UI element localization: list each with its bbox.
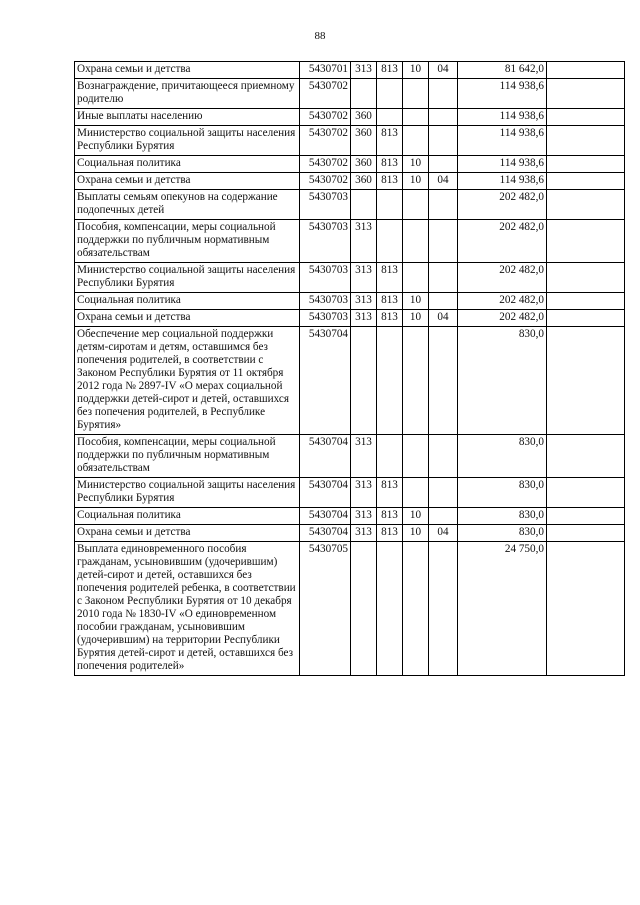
row-rz-code: 10 bbox=[403, 173, 429, 190]
row-empty-cell bbox=[547, 542, 625, 676]
table-row bbox=[75, 525, 625, 542]
row-rz-code bbox=[403, 327, 429, 435]
row-csr-code: 5430702 bbox=[300, 126, 351, 156]
page-number: 88 bbox=[314, 30, 326, 42]
row-name: Иные выплаты населению bbox=[75, 109, 300, 126]
row-name: Обеспечение мер социальной поддержки детям-сиротам и детям, оставшимся без попечения родителей, в соответствии с Законом Республики Бурятия от 11 октября 2012 года № 2897-IV «О мерах социальной поддержки детей-сирот и детей, оставшихся без попечения родителей, в Республике Бурятия» bbox=[75, 327, 300, 435]
row-vr-code bbox=[351, 190, 377, 220]
row-csr-code: 5430702 bbox=[300, 156, 351, 173]
row-rz-code: 10 bbox=[403, 62, 429, 79]
row-empty-cell bbox=[547, 220, 625, 263]
row-csr-code: 5430703 bbox=[300, 310, 351, 327]
row-rz-code bbox=[403, 542, 429, 676]
row-pr-code bbox=[429, 220, 458, 263]
row-name: Выплата единовременного пособия гражданам, усыновившим (удочерившим) детей-сирот и детей, оставшихся без попечения родителей ребенка, в соответствии с Законом Республики Бурятия от 10 декабря 2010 года № 1830-IV «О единовременном пособии гражданам, усыновившим (удочерившим) на территории Республики Бурятия детей-сирот и детей, оставшихся без попечения родителей» bbox=[75, 542, 300, 676]
row-csr-code: 5430703 bbox=[300, 263, 351, 293]
row-rz-code: 10 bbox=[403, 156, 429, 173]
table-body bbox=[75, 62, 625, 676]
row-empty-cell bbox=[547, 310, 625, 327]
row-pr-code bbox=[429, 293, 458, 310]
row-empty-cell bbox=[547, 525, 625, 542]
row-sum: 114 938,6 bbox=[458, 156, 547, 173]
table-row bbox=[75, 508, 625, 525]
row-name: Вознаграждение, причитающееся приемному родителю bbox=[75, 79, 300, 109]
row-empty-cell bbox=[547, 79, 625, 109]
row-pr-code: 04 bbox=[429, 173, 458, 190]
table-row bbox=[75, 327, 625, 435]
row-name: Охрана семьи и детства bbox=[75, 173, 300, 190]
row-csr-code: 5430704 bbox=[300, 327, 351, 435]
row-vr-code: 313 bbox=[351, 435, 377, 478]
row-sum: 114 938,6 bbox=[458, 173, 547, 190]
row-csr-code: 5430704 bbox=[300, 478, 351, 508]
row-pr-code: 04 bbox=[429, 310, 458, 327]
row-name: Охрана семьи и детства bbox=[75, 310, 300, 327]
row-csr-code: 5430703 bbox=[300, 190, 351, 220]
row-grbs-code: 813 bbox=[377, 310, 403, 327]
row-sum: 24 750,0 bbox=[458, 542, 547, 676]
row-name: Охрана семьи и детства bbox=[75, 62, 300, 79]
row-grbs-code bbox=[377, 327, 403, 435]
row-rz-code bbox=[403, 126, 429, 156]
row-name: Министерство социальной защиты населения Республики Бурятия bbox=[75, 263, 300, 293]
row-pr-code bbox=[429, 435, 458, 478]
row-csr-code: 5430702 bbox=[300, 79, 351, 109]
row-vr-code: 360 bbox=[351, 173, 377, 190]
row-sum: 202 482,0 bbox=[458, 263, 547, 293]
row-vr-code: 313 bbox=[351, 62, 377, 79]
row-pr-code bbox=[429, 263, 458, 293]
row-vr-code: 313 bbox=[351, 508, 377, 525]
row-empty-cell bbox=[547, 190, 625, 220]
row-sum: 114 938,6 bbox=[458, 79, 547, 109]
row-grbs-code: 813 bbox=[377, 156, 403, 173]
row-csr-code: 5430705 bbox=[300, 542, 351, 676]
row-name: Социальная политика bbox=[75, 156, 300, 173]
row-vr-code: 313 bbox=[351, 310, 377, 327]
row-vr-code: 360 bbox=[351, 126, 377, 156]
table-row bbox=[75, 190, 625, 220]
row-csr-code: 5430702 bbox=[300, 109, 351, 126]
row-empty-cell bbox=[547, 293, 625, 310]
row-name: Пособия, компенсации, меры социальной поддержки по публичным нормативным обязательствам bbox=[75, 435, 300, 478]
row-name: Пособия, компенсации, меры социальной поддержки по публичным нормативным обязательствам bbox=[75, 220, 300, 263]
table-row bbox=[75, 293, 625, 310]
row-pr-code: 04 bbox=[429, 525, 458, 542]
row-sum: 202 482,0 bbox=[458, 310, 547, 327]
row-pr-code bbox=[429, 478, 458, 508]
row-rz-code bbox=[403, 190, 429, 220]
row-grbs-code: 813 bbox=[377, 173, 403, 190]
row-pr-code bbox=[429, 109, 458, 126]
row-empty-cell bbox=[547, 109, 625, 126]
row-empty-cell bbox=[547, 62, 625, 79]
row-grbs-code bbox=[377, 79, 403, 109]
row-pr-code bbox=[429, 327, 458, 435]
row-csr-code: 5430704 bbox=[300, 525, 351, 542]
row-name: Выплаты семьям опекунов на содержание подопечных детей bbox=[75, 190, 300, 220]
row-sum: 830,0 bbox=[458, 525, 547, 542]
row-empty-cell bbox=[547, 156, 625, 173]
row-rz-code: 10 bbox=[403, 508, 429, 525]
row-csr-code: 5430702 bbox=[300, 173, 351, 190]
row-rz-code bbox=[403, 478, 429, 508]
row-rz-code: 10 bbox=[403, 293, 429, 310]
row-sum: 81 642,0 bbox=[458, 62, 547, 79]
table-row bbox=[75, 220, 625, 263]
row-pr-code bbox=[429, 542, 458, 676]
row-vr-code: 360 bbox=[351, 109, 377, 126]
row-grbs-code: 813 bbox=[377, 478, 403, 508]
row-rz-code bbox=[403, 263, 429, 293]
row-name: Министерство социальной защиты населения Республики Бурятия bbox=[75, 126, 300, 156]
table-row bbox=[75, 62, 625, 79]
budget-table bbox=[74, 61, 625, 676]
table-row bbox=[75, 126, 625, 156]
row-grbs-code bbox=[377, 190, 403, 220]
row-rz-code: 10 bbox=[403, 525, 429, 542]
row-vr-code: 360 bbox=[351, 156, 377, 173]
row-sum: 830,0 bbox=[458, 327, 547, 435]
row-vr-code: 313 bbox=[351, 220, 377, 263]
row-sum: 202 482,0 bbox=[458, 293, 547, 310]
row-csr-code: 5430704 bbox=[300, 435, 351, 478]
row-name: Министерство социальной защиты населения Республики Бурятия bbox=[75, 478, 300, 508]
row-pr-code bbox=[429, 508, 458, 525]
table-row bbox=[75, 173, 625, 190]
row-empty-cell bbox=[547, 327, 625, 435]
row-grbs-code bbox=[377, 435, 403, 478]
row-csr-code: 5430704 bbox=[300, 508, 351, 525]
row-vr-code bbox=[351, 542, 377, 676]
row-vr-code bbox=[351, 327, 377, 435]
row-rz-code bbox=[403, 79, 429, 109]
row-empty-cell bbox=[547, 508, 625, 525]
row-sum: 114 938,6 bbox=[458, 126, 547, 156]
row-vr-code bbox=[351, 79, 377, 109]
row-sum: 830,0 bbox=[458, 478, 547, 508]
row-rz-code: 10 bbox=[403, 310, 429, 327]
row-pr-code bbox=[429, 156, 458, 173]
row-pr-code bbox=[429, 126, 458, 156]
row-empty-cell bbox=[547, 435, 625, 478]
row-grbs-code: 813 bbox=[377, 293, 403, 310]
row-sum: 830,0 bbox=[458, 508, 547, 525]
row-sum: 114 938,6 bbox=[458, 109, 547, 126]
table-row bbox=[75, 310, 625, 327]
row-sum: 830,0 bbox=[458, 435, 547, 478]
row-pr-code: 04 bbox=[429, 62, 458, 79]
row-rz-code bbox=[403, 435, 429, 478]
row-grbs-code bbox=[377, 109, 403, 126]
table-row bbox=[75, 478, 625, 508]
row-grbs-code: 813 bbox=[377, 263, 403, 293]
row-empty-cell bbox=[547, 478, 625, 508]
row-vr-code: 313 bbox=[351, 263, 377, 293]
row-sum: 202 482,0 bbox=[458, 190, 547, 220]
row-vr-code: 313 bbox=[351, 525, 377, 542]
row-csr-code: 5430701 bbox=[300, 62, 351, 79]
row-vr-code: 313 bbox=[351, 478, 377, 508]
row-empty-cell bbox=[547, 263, 625, 293]
table-row bbox=[75, 109, 625, 126]
row-empty-cell bbox=[547, 173, 625, 190]
row-name: Охрана семьи и детства bbox=[75, 525, 300, 542]
row-grbs-code bbox=[377, 220, 403, 263]
row-grbs-code: 813 bbox=[377, 126, 403, 156]
table-row bbox=[75, 156, 625, 173]
row-csr-code: 5430703 bbox=[300, 293, 351, 310]
row-grbs-code bbox=[377, 542, 403, 676]
row-vr-code: 313 bbox=[351, 293, 377, 310]
row-name: Социальная политика bbox=[75, 293, 300, 310]
row-empty-cell bbox=[547, 126, 625, 156]
row-sum: 202 482,0 bbox=[458, 220, 547, 263]
row-grbs-code: 813 bbox=[377, 62, 403, 79]
row-pr-code bbox=[429, 79, 458, 109]
table-row bbox=[75, 79, 625, 109]
row-rz-code bbox=[403, 109, 429, 126]
table-row bbox=[75, 435, 625, 478]
table-row bbox=[75, 542, 625, 676]
table-row bbox=[75, 263, 625, 293]
row-pr-code bbox=[429, 190, 458, 220]
row-grbs-code: 813 bbox=[377, 508, 403, 525]
row-csr-code: 5430703 bbox=[300, 220, 351, 263]
row-name: Социальная политика bbox=[75, 508, 300, 525]
row-rz-code bbox=[403, 220, 429, 263]
row-grbs-code: 813 bbox=[377, 525, 403, 542]
